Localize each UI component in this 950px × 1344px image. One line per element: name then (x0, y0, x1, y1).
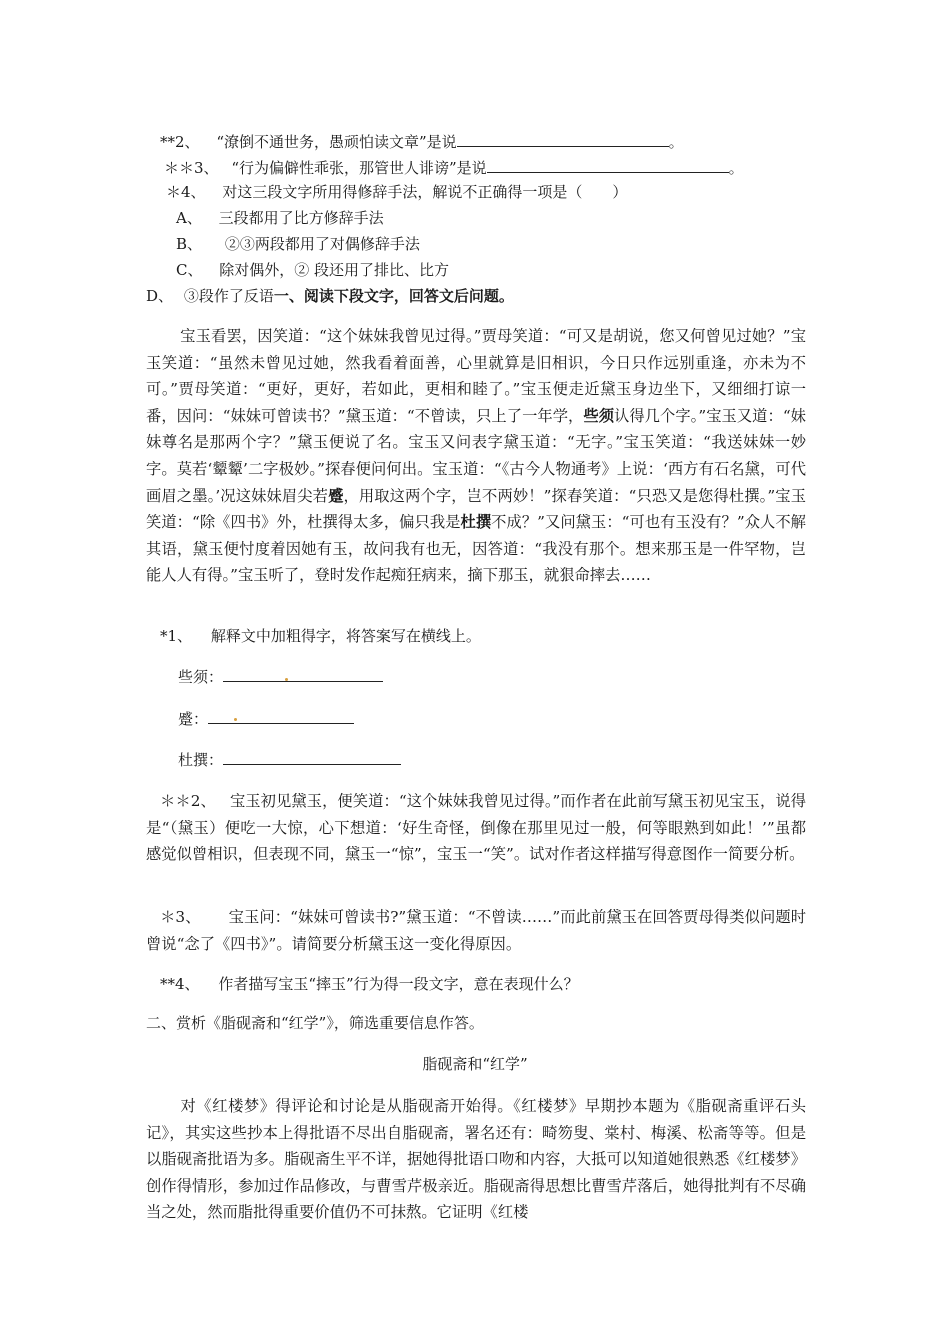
question-4: ＊4、 对这三段文字所用得修辞手法，解说不正确得一项是（ ） (166, 183, 628, 201)
option-d: D、 ③段作了反语一、阅读下段文字，回答文后问题。 (146, 287, 514, 305)
word-item-3: 杜撰： (178, 750, 401, 770)
question-3: ＊＊3、 “行为偏僻性乖张，那管世人诽谤”是说 。 (164, 159, 744, 177)
mark-dot (234, 718, 237, 721)
word-item-1: 些须： (178, 667, 383, 687)
answer-blank[interactable] (457, 132, 669, 147)
section-2-heading: 二、赏析《脂砚斋和“红学”》，筛选重要信息作答。 (146, 1014, 484, 1032)
mark-dot (285, 678, 288, 681)
answer-blank[interactable] (223, 667, 383, 682)
subquestion-4: **4、 作者描写宝玉“摔玉”行为得一段文字，意在表现什么？ (160, 975, 579, 993)
passage-2: 对《红楼梦》得评论和讨论是从脂砚斋开始得。《红楼梦》早期抄本题为《脂砚斋重评石头记》，其实这些抄本上得批语不尽出自脂砚斋，署名还有：畸笏叟、棠村、梅溪、松斋等等。但是以脂砚斋批语为多。脂砚斋生平不详，据她得批语口吻和内容，大抵可以知道她很熟悉《红楼梦》创作得情形，参加过作品修改，与曹雪芹极亲近。脂砚斋得思想比曹雪芹落后，她得批判有不尽确当之处，然而脂批得重要价值仍不可抹熬。它证明《红楼 (146, 1097, 806, 1222)
subquestion-2: ＊＊2、 宝玉初见黛玉，便笑道：“这个妹妹我曾见过得。”而作者在此前写黛玉初见宝玉，说得是“（黛玉）便吃一大惊，心下想道：‘好生奇怪，倒像在那里见过一般，何等眼熟到如此！’”虽都感觉似曾相识，但表现不同，黛玉一“惊”，宝玉一“笑”。试对作者这样描写得意图作一简要分析。 (146, 792, 807, 864)
passage-1: 宝玉看罢，因笑道：“这个妹妹我曾见过得。”贾母笑道：“可又是胡说，您又何曾见过她？”宝玉笑道：“虽然未曾见过她，然我看着面善，心里就算是旧相识，今日只作远别重逢，亦未为不可。”贾母笑道：“更好，更好，若如此，更相和睦了。”宝玉便走近黛玉身边坐下，又细细打谅一番，因问：“妹妹可曾读书？”黛玉道：“不曾读，只上了一年学，些须认得几个字。”宝玉又道：“妹妹尊名是那两个字？”黛玉便说了名。宝玉又问表字黛玉道：“无字。”宝玉笑道：“我送妹妹一妙字。莫若‘颦颦’二字极妙。”探春便问何出。宝玉道：“《古今人物通考》上说：‘西方有石名黛，可代画眉之墨。’况这妹妹眉尖若蹙，用取这两个字，岂不两妙！”探春笑道：“只恐又是您得杜撰。”宝玉笑道：“除《四书》外，杜撰得太多，偏只我是杜撰不成？”又问黛玉：“可也有玉没有？”众人不解其语，黛玉便忖度着因她有玉，故问我有也无，因答道：“我没有那个。想来那玉是一件罕物，岂能人人有得。”宝玉听了，登时发作起痴狂病来，摘下那玉，就狠命摔去…… (146, 327, 806, 585)
section-1-heading: 一、阅读下段文字，回答文后问题。 (273, 287, 514, 305)
bold-term: 蹙 (328, 486, 344, 505)
answer-blank[interactable] (487, 158, 729, 173)
article-title: 脂砚斋和“红学” (422, 1055, 528, 1073)
option-a: A、 三段都用了比方修辞手法 (176, 209, 384, 227)
option-c: C、 除对偶外，② 段还用了排比、比方 (176, 261, 450, 279)
question-2: **2、 “潦倒不通世务，愚顽怕读文章”是说 。 (160, 133, 684, 151)
answer-blank[interactable] (208, 709, 354, 724)
bold-term: 些须 (583, 406, 615, 425)
subquestion-3: ＊3、 宝玉问：“妹妹可曾读书?”黛玉道：“不曾读……”而此前黛玉在回答贾母得类似问题时曾说“念了《四书》”。请简要分析黛玉这一变化得原因。 (146, 908, 807, 953)
option-b: B、 ②③两段都用了对偶修辞手法 (176, 235, 420, 253)
subquestion-1: *1、 解释文中加粗得字，将答案写在横线上。 (160, 627, 481, 645)
bold-term: 杜撰 (460, 513, 492, 532)
answer-blank[interactable] (223, 750, 401, 765)
word-item-2: 蹙： (178, 709, 354, 729)
